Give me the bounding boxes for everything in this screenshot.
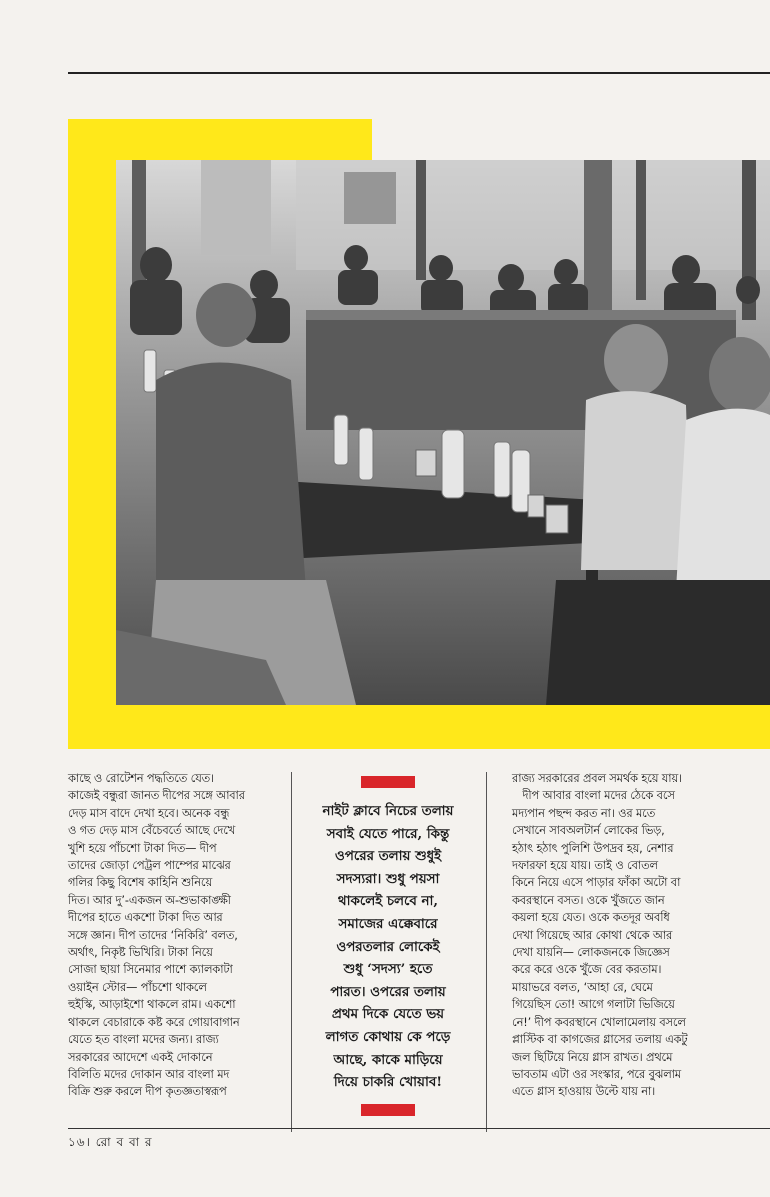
pull-quote-line: প্রথম দিকে যেতে ভয় (331, 1006, 445, 1023)
page-folio: ১৬। রো ব বা র (68, 1135, 153, 1149)
body-text-line: যেতে হত বাংলা মদের জন্য। রাজ্য (68, 1033, 219, 1047)
body-text-line: দেড় মাস বাদে দেখা হবে। অনেক বন্ধু (68, 806, 230, 820)
pull-quote-line: সদস্যরা। শুধু পয়সা (336, 870, 440, 887)
body-text-line: দীপ আবার বাংলা মদের ঠেকে বসে (512, 789, 675, 803)
body-text-line: জল ছিটিয়ে নিয়ে গ্লাস রাখত। প্রথমে (512, 1050, 673, 1064)
body-text-line: গলির কিছু বিশেষ কাহিনি শুনিয়ে (68, 876, 212, 890)
body-text-line: অর্থাৎ, নিকৃষ্ট ভিখিরি। টাকা নিয়ে (68, 946, 213, 960)
body-text-line: কবরস্থানে বসত। ওকে খুঁজতে জান (512, 893, 665, 907)
bottom-rule (68, 1128, 770, 1129)
body-text-line: দফারফা হয়ে যায়। তাই ও বোতল (512, 859, 658, 873)
body-text-line: থাকলে বেচারাকে কষ্ট করে গোয়াবাগান (68, 1015, 240, 1029)
body-text-line: করে করে ওকে খুঁজে বের করতাম। (512, 963, 662, 977)
body-text-line: দীপের হাতে একশো টাকা দিত আর (68, 911, 223, 925)
body-text-line: দেখা যায়নি— লোকজনকে জিজ্ঞেস (512, 946, 670, 960)
article-column-right (512, 770, 770, 1101)
column-divider-left (291, 772, 292, 1132)
body-text-line: হুইস্কি, আড়াইশো থাকলে রাম। একশো (68, 998, 236, 1012)
pull-quote-line: থাকলেই চলবে না, (337, 893, 439, 910)
pull-quote-line: ওপরের তলায় শুধুই (334, 848, 442, 865)
body-text-line: মায়াভরে বলত, ‘আহা রে, ঘেমে (512, 980, 653, 994)
body-text-line: সেখানে সাবঅলটার্ন লোকের ভিড়, (512, 824, 665, 838)
pull-quote (294, 800, 482, 1094)
body-text-line: কাজেই বন্ধুরা জানত দীপের সঙ্গে আবার (68, 789, 245, 803)
body-text-line: তাদের জোড়া পেট্রল পাম্পের মাঝের (68, 859, 231, 873)
body-text-line: গিয়েছিস তো! আগে গলাটা ভিজিয়ে (512, 998, 675, 1012)
pull-quote-line: সবাই যেতে পারে, কিন্তু (326, 825, 450, 842)
body-text-line: ভাবতাম এটা ওর সংস্কার, পরে বুঝলাম (512, 1067, 681, 1081)
body-text-line: দেখা গিয়েছে আর কোথা থেকে আর (512, 928, 673, 942)
body-text-line: নে!’ দীপ কবরস্থানে খোলামেলায় বসলে (512, 1015, 686, 1029)
body-text-line: এতে গ্লাস হাওয়ায় উল্টে যায় না। (512, 1085, 656, 1099)
pull-quote-line: শুধু ‘সদস্য’ হতে (343, 961, 433, 978)
pull-quote-line: দিয়ে চাকরি খোয়াব! (333, 1074, 443, 1091)
body-text-line: ওয়াইন স্টোর— পাঁচশো থাকলে (68, 980, 207, 994)
pull-quote-line: পারত। ওপরের তলায় (330, 983, 446, 1000)
body-text-line: কয়লা হয়ে যেত। ওকে কতদূর অবধি (512, 911, 670, 925)
bar-interior-photo (116, 160, 770, 705)
pull-quote-line: আছে, কাকে মাড়িয়ে (333, 1051, 443, 1068)
top-rule (68, 72, 770, 74)
body-text-line: রাজ্য সরকারের প্রবল সমর্থক হয়ে যায়। (512, 772, 682, 785)
pull-quote-line: ওপরতলার লোকেই (336, 938, 440, 955)
article-column-left (68, 770, 284, 1101)
pull-quote-top-bar (361, 776, 415, 788)
body-text-line: সঙ্গে জ্ঞান। দীপ তাদের ‘নিকিরি’ বলত, (68, 928, 238, 942)
pull-quote-bottom-bar (361, 1104, 415, 1116)
body-text-line: কাছে ও রোটেশন পদ্ধতিতে যেত। (68, 772, 214, 785)
body-text-line: মদ্যপান পছন্দ করত না। ওর মতে (512, 806, 656, 820)
body-text-line: বিলিতি মদের দোকান আর বাংলা মদ (68, 1067, 230, 1081)
body-text-line: ও গত দেড় মাস বেঁচেবর্তে আছে দেখে (68, 824, 236, 838)
body-text-line: কিনে নিয়ে এসে পাড়ার ফাঁকা অটো বা (512, 876, 681, 890)
yellow-accent-strip (68, 705, 770, 749)
body-text-line: সোজা ছায়া সিনেমার পাশে ক্যালকাটা (68, 963, 233, 977)
pull-quote-line: সমাজের এক্কেবারে (338, 915, 438, 932)
body-text-line: দিত। আর দু’-একজন অ-শুভাকাঙ্ক্ষী (68, 893, 231, 907)
body-text-line: খুশি হয়ে পাঁচশো টাকা দিত— দীপ (68, 841, 217, 855)
pull-quote-line: লাগত কোথায় কে পড়ে (325, 1028, 451, 1045)
body-text-line: প্লাস্টিক বা কাগজের গ্লাসের তলায় একটু (512, 1033, 688, 1047)
body-text-line: সরকারের আদেশে একই দোকানে (68, 1050, 213, 1064)
body-text-line: হঠাৎ হঠাৎ পুলিশি উপদ্রব হয়, নেশার (512, 841, 674, 855)
body-text-line: বিক্রি শুরু করলে দীপ কৃতজ্ঞতাস্বরূপ (68, 1085, 227, 1099)
pull-quote-line: নাইট ক্লাবে নিচের তলায় (322, 803, 454, 819)
column-divider-right (486, 772, 487, 1132)
